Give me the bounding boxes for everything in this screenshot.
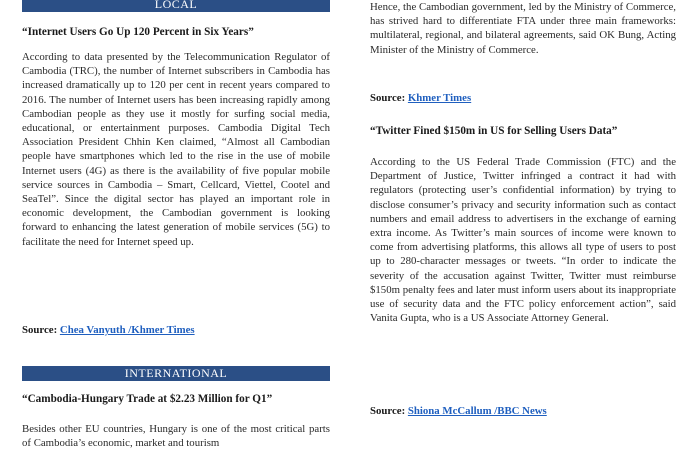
- source-label: Source: [370, 405, 402, 417]
- article-source: [370, 404, 676, 418]
- source-label: Source:: [370, 92, 408, 104]
- section-banner-local: LOCAL: [22, 0, 330, 12]
- article-source: [22, 323, 330, 337]
- source-label: Source:: [22, 324, 60, 336]
- article-headline: “Twitter Fined $150m in US for Selling Users Data”: [370, 125, 618, 137]
- article-source: [370, 91, 676, 105]
- article-headline: “Internet Users Go Up 120 Percent in Six Years”: [22, 26, 254, 38]
- source-link[interactable]: Khmer Times: [407, 92, 472, 104]
- article-headline: “Cambodia-Hungary Trade at $2.23 Million for Q1”: [22, 393, 273, 405]
- source-separator: :: [401, 405, 408, 417]
- article-body: Besides other EU countries, Hungary is one of the most critical parts of Cambodia’s economic, market and tourism: [22, 423, 330, 450]
- section-banner-international: INTERNATIONAL: [22, 366, 330, 381]
- article-body: According to the US Federal Trade Commission (FTC) and the Department of Justice, Twitter infringed a contract it had with regulators (protecting user’s confidential information) by trying to disclose consumer’s privacy and security information such as contact numbers and email address to advertisers in the exchange of earning extra income. As Twitter’s main sources of income were known to come from advertising platforms, this allows all type of users to post up to 280-character messages or tweets. “In order to indicate the severity of the accusation against Twitter, Twitter must reimburse $150m penalty fees and later must inform users about its inappropriate use of security data and the FTC policy enforcement action”, said Vanita Gupta, who is a US Associate Attorney General.: [370, 156, 676, 325]
- source-link[interactable]: Chea Vanyuth /Khmer Times: [59, 324, 195, 336]
- source-link[interactable]: Shiona McCallum /BBC News: [407, 405, 547, 417]
- article-body-continued: Hence, the Cambodian government, led by the Ministry of Commerce, has strived hard to differentiate FTA under three main frameworks: multilateral, regional, and bilateral agreements, said OK Bung, Acting Minister of the Ministry of Commerce.: [370, 1, 676, 56]
- article-body: According to data presented by the Telecommunication Regulator of Cambodia (TRC), the number of Internet subscribers in Cambodia has increased dramatically up to 120 per cent in recent years compared to 2016. The number of Internet users has been increasing rapidly among Cambodian people as they use it mostly for surfing social media, educational, or entertainment purposes. Cambodia Digital Tech Association President Chhin Ken claimed, “Almost all Cambodian people have smartphones which led to the rise in the use of mobile Internet users (4G) as there is the availability of five popular mobile service sources in Cambodia – Smart, Cellcard, Viettel, Cootel and SeaTel”. Since the digital sector has played an important role in economic development, the Cambodian government is looking forward to enhancing the latest generation of mobile services (5G) to facilitate the need for Internet speed up.: [22, 51, 330, 248]
